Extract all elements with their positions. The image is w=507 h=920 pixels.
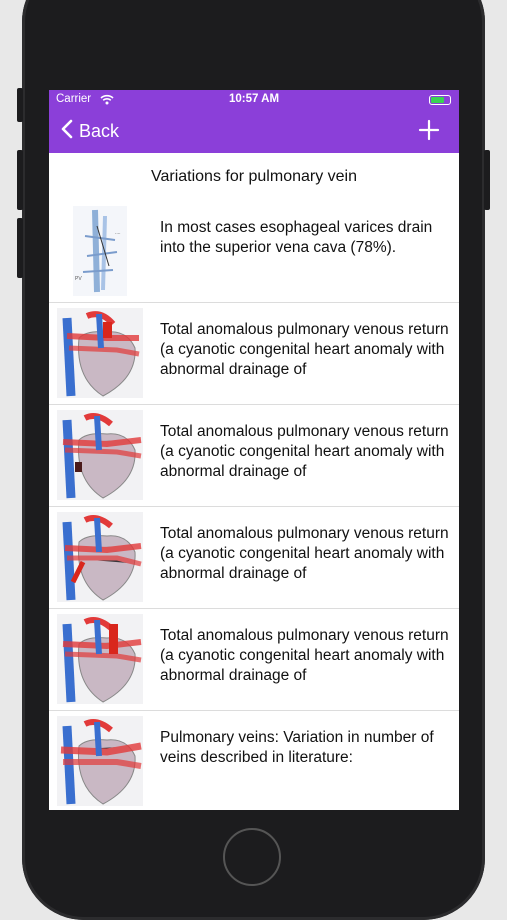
heart-diagram-thumbnail xyxy=(57,614,143,704)
carrier-label: Carrier xyxy=(56,93,92,105)
list-item[interactable] xyxy=(49,609,459,711)
item-description: Total anomalous pulmonary venous return (a cyanotic congenital heart anomaly with abnormal drainage of xyxy=(160,423,449,480)
item-description: Total anomalous pulmonary venous return (a cyanotic congenital heart anomaly with abnormal drainage of xyxy=(160,627,449,684)
item-description: In most cases esophageal varices drain into the superior vena cava (78%). xyxy=(160,219,433,256)
variations-list xyxy=(49,201,459,810)
page-title: Variations for pulmonary vein xyxy=(150,168,358,185)
heart-diagram-thumbnail xyxy=(57,308,143,398)
list-item[interactable] xyxy=(49,507,459,609)
svg-text:PV: PV xyxy=(75,276,82,282)
add-button[interactable] xyxy=(417,118,441,142)
status-time: 10:57 AM xyxy=(228,93,280,105)
heart-diagram-thumbnail xyxy=(57,512,143,602)
heart-diagram-thumbnail xyxy=(57,410,143,500)
list-item[interactable] xyxy=(49,711,459,810)
item-description: Total anomalous pulmonary venous return (a cyanotic congenital heart anomaly with abnormal drainage of xyxy=(160,321,449,378)
power-button xyxy=(484,150,490,210)
list-item[interactable] xyxy=(49,303,459,405)
volume-up-button xyxy=(17,150,23,210)
item-description: Total anomalous pulmonary venous return (a cyanotic congenital heart anomaly with abnormal drainage of xyxy=(160,525,449,582)
list-item[interactable] xyxy=(49,201,459,303)
heart-diagram-thumbnail xyxy=(57,716,143,806)
diagram-thumbnail xyxy=(57,206,143,296)
back-label: Back xyxy=(79,121,120,141)
item-description: Pulmonary veins: Variation in number of veins described in literature: xyxy=(160,729,434,766)
volume-down-button xyxy=(17,218,23,278)
navigation-bar xyxy=(49,110,459,153)
app-screen xyxy=(49,90,459,810)
svg-text:....: .... xyxy=(115,230,121,236)
back-button[interactable] xyxy=(61,119,119,144)
mute-switch xyxy=(17,88,23,122)
list-item[interactable] xyxy=(49,405,459,507)
status-bar xyxy=(49,90,459,110)
home-button[interactable] xyxy=(223,828,281,886)
battery-icon xyxy=(429,95,451,105)
chevron-left-icon xyxy=(61,119,73,144)
plus-icon xyxy=(417,118,441,142)
